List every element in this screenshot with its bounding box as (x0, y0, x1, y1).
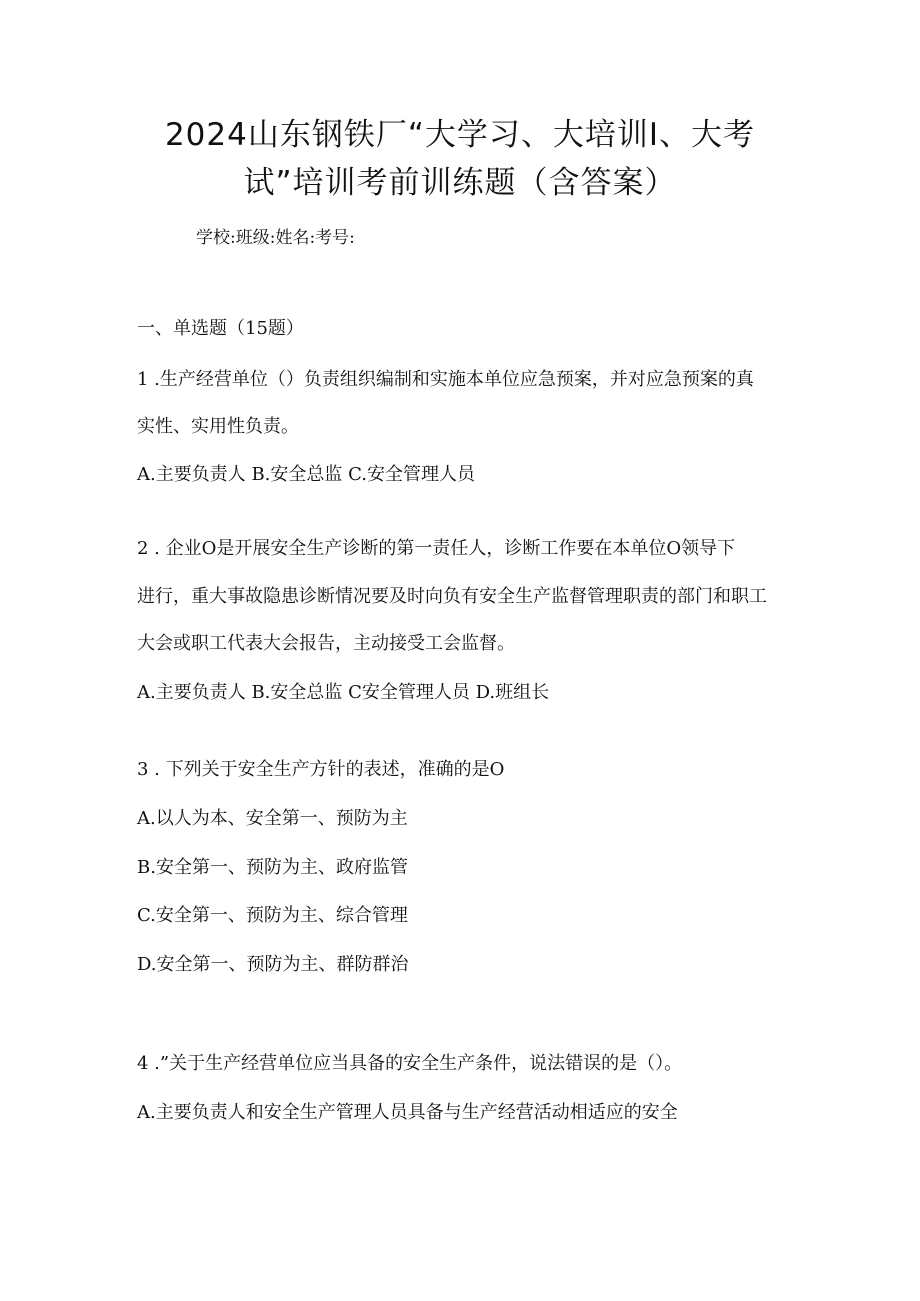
question-3-option-c: C.安全第一、预防为主、综合管理 (137, 905, 408, 926)
question-1-options: A.主要负责人 B.安全总监 C.安全管理人员 (137, 464, 475, 485)
question-1-text-line-1: 1 .生产经营单位（）负责组织编制和实施本单位应急预案，并对应急预案的真 (137, 369, 754, 390)
student-info-line: 学校:班级:姓名:考号: (196, 228, 355, 248)
question-3-option-d: D.安全第一、预防为主、群防群治 (137, 954, 409, 975)
question-2-text-line-3: 大会或职工代表大会报告，主动接受工会监督。 (137, 633, 515, 654)
question-3-text: 3 . 下列关于安全生产方针的表述，准确的是O (137, 759, 505, 780)
question-4-option-a: A.主要负责人和安全生产管理人员具备与生产经营活动相适应的安全 (137, 1102, 678, 1123)
question-1-text-line-2: 实性、实用性负责。 (137, 416, 299, 437)
section-heading: 一、单选题（15题） (137, 318, 304, 339)
question-2-options: A.主要负责人 B.安全总监 C安全管理人员 D.班组长 (137, 682, 550, 703)
question-2-text-line-2: 进行，重大事故隐患诊断情况要及时向负有安全生产监督管理职责的部门和职工 (137, 586, 767, 607)
question-3-option-a: A.以人为本、安全第一、预防为主 (137, 808, 408, 829)
question-2-text-line-1: 2 . 企业O是开展安全生产诊断的第一责任人，诊断工作要在本单位O领导下 (137, 538, 736, 559)
document-title-line-1: 2024山东钢铁厂“大学习、大培训I、大考 (164, 117, 756, 153)
question-4-text: 4 .”关于生产经营单位应当具备的安全生产条件，说法错误的是（）。 (137, 1053, 683, 1074)
document-title-line-2: 试”培训考前训练题（含答案） (243, 165, 677, 201)
question-3-option-b: B.安全第一、预防为主、政府监管 (137, 857, 408, 878)
